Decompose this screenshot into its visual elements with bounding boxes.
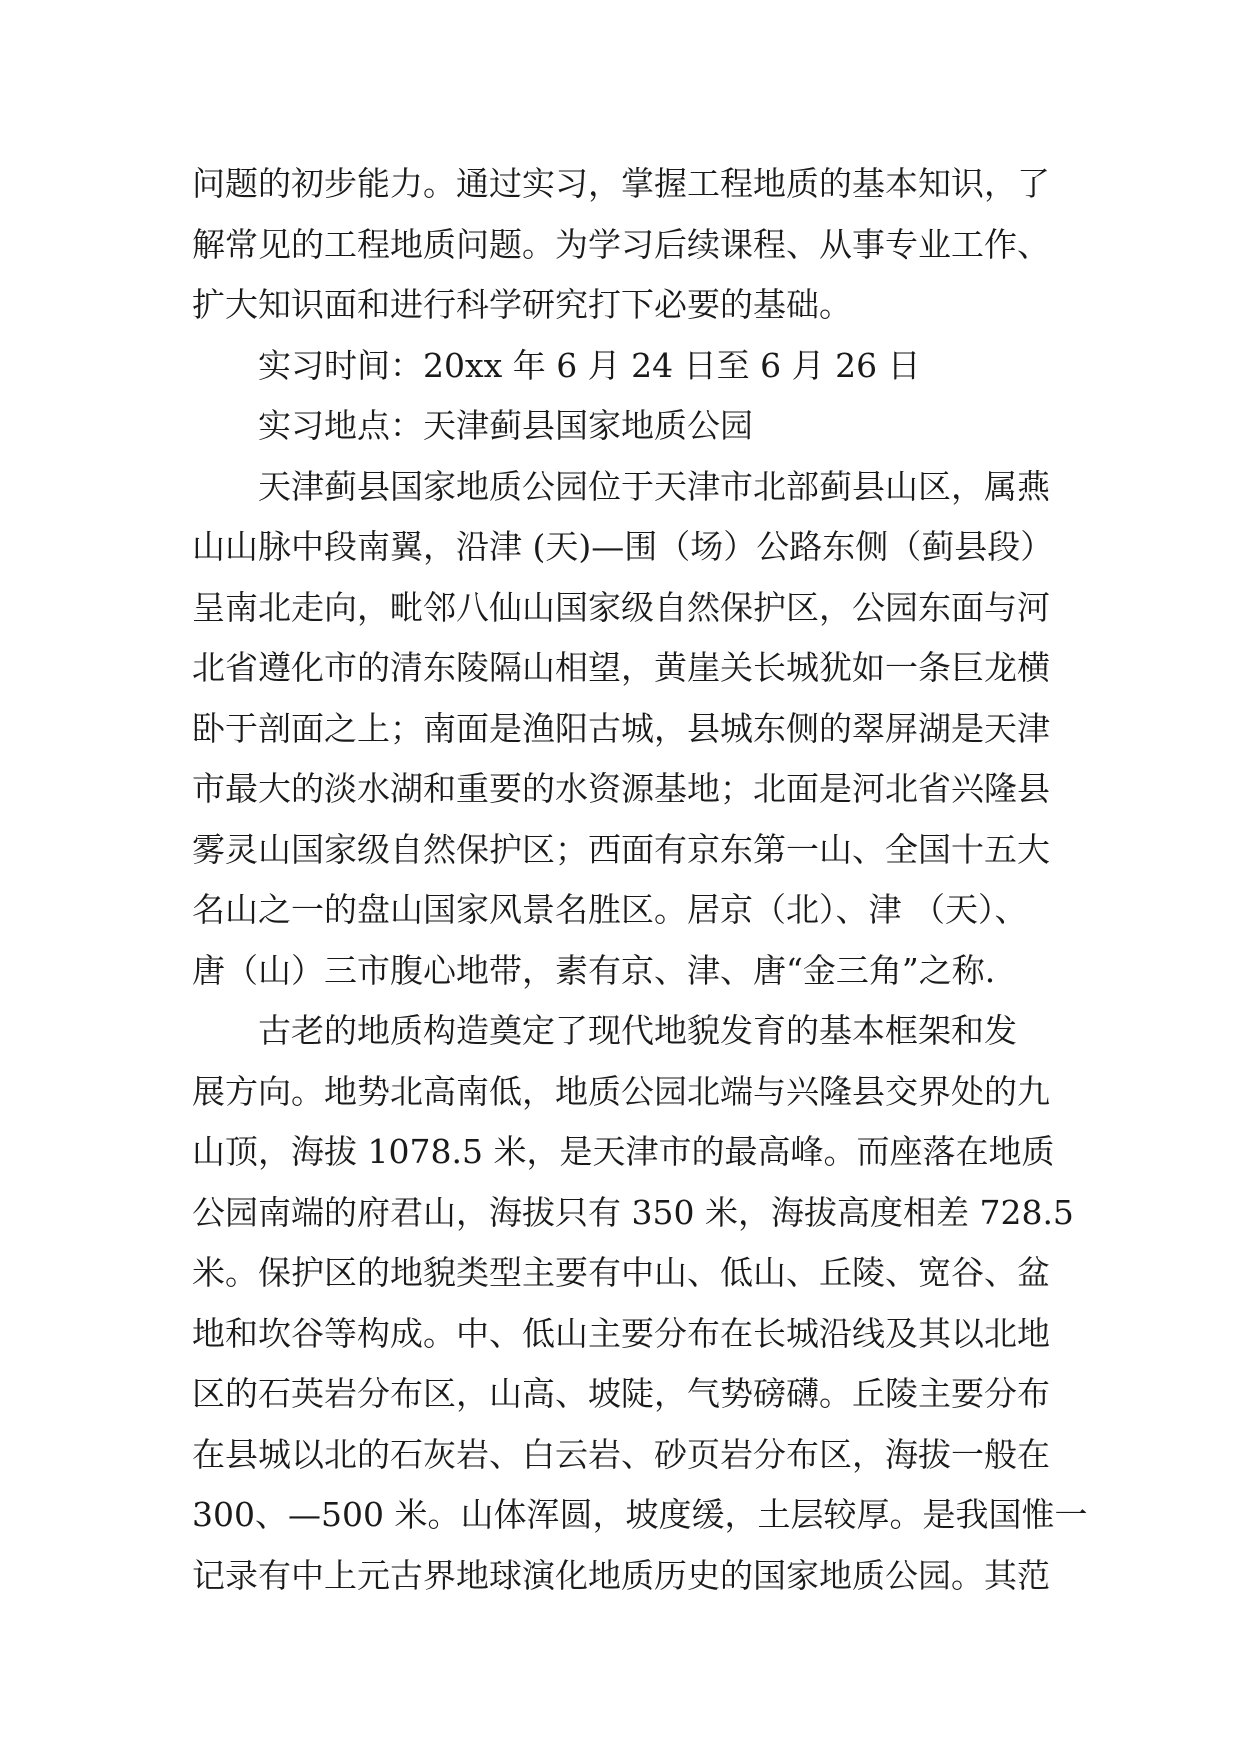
text-line: 呈南北走向，毗邻八仙山国家级自然保护区，公园东面与河 <box>192 587 1050 627</box>
text-line: 山山脉中段南翼，沿津 (天)—围（场）公路东侧（蓟县段） <box>192 527 1054 566</box>
text-line: 问题的初步能力。通过实习，掌握工程地质的基本知识，了 <box>192 164 1050 203</box>
text-line: 名山之一的盘山国家风景名胜区。居京（北）、津 （天）、 <box>192 890 1028 929</box>
text-line: 古老的地质构造奠定了现代地貌发育的基本框架和发 <box>258 1011 1017 1050</box>
text-line: 公园南端的府君山，海拔只有 350 米，海拔高度相差 728.5 <box>192 1192 1074 1232</box>
text-line: 扩大知识面和进行科学研究打下必要的基础。 <box>192 285 852 324</box>
text-line: 天津蓟县国家地质公园位于天津市北部蓟县山区，属燕 <box>258 466 1050 506</box>
body-text <box>192 154 1088 1606</box>
text-line: 区的石英岩分布区，山高、坡陡，气势磅礴。丘陵主要分布 <box>192 1374 1050 1413</box>
internship-time-line: 实习时间：20xx 年 6 月 24 日至 6 月 26 日 <box>258 345 921 385</box>
text-line: 地和坎谷等构成。中、低山主要分布在长城沿线及其以北地 <box>192 1313 1050 1353</box>
text-line: 在县城以北的石灰岩、白云岩、砂页岩分布区，海拔一般在 <box>192 1434 1050 1474</box>
text-line: 300、—500 米。山体浑圆，坡度缓，土层较厚。是我国惟一 <box>192 1495 1088 1534</box>
text-line: 北省遵化市的清东陵隔山相望，黄崖关长城犹如一条巨龙横 <box>192 648 1050 687</box>
text-line: 解常见的工程地质问题。为学习后续课程、从事专业工作、 <box>192 224 1050 264</box>
text-line: 记录有中上元古界地球演化地质历史的国家地质公园。其范 <box>192 1555 1050 1595</box>
text-line: 山顶，海拔 1078.5 米，是天津市的最高峰。而座落在地质 <box>192 1132 1055 1171</box>
internship-location-line: 实习地点：天津蓟县国家地质公园 <box>258 406 753 445</box>
text-line: 市最大的淡水湖和重要的水资源基地；北面是河北省兴隆县 <box>192 769 1050 808</box>
text-line: 唐（山）三市腹心地带，素有京、津、唐“金三角”之称. <box>192 950 996 990</box>
text-line: 展方向。地势北高南低，地质公园北端与兴隆县交界处的九 <box>192 1071 1050 1111</box>
text-line: 卧于剖面之上；南面是渔阳古城，县城东侧的翠屏湖是天津 <box>192 708 1050 748</box>
text-line: 雾灵山国家级自然保护区；西面有京东第一山、全国十五大 <box>192 829 1050 869</box>
text-line: 米。保护区的地貌类型主要有中山、低山、丘陵、宽谷、盆 <box>192 1253 1050 1292</box>
